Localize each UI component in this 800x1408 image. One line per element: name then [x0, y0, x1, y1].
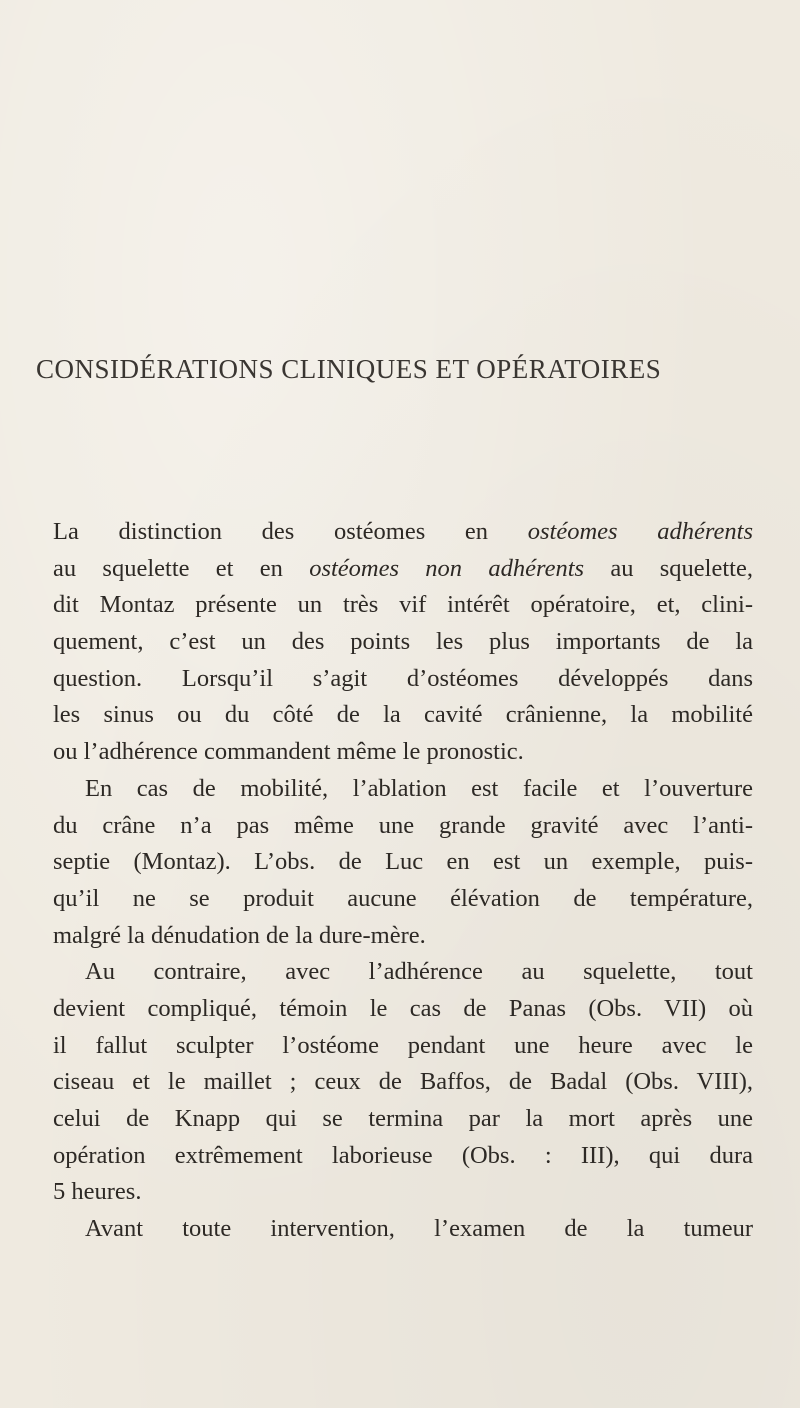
chapter-title: CONSIDÉRATIONS CLINIQUES ET OPÉRATOIRES	[36, 354, 662, 384]
text-segment: ciseau et le maillet ; ceux de Baffos, de Badal (Obs. VIII),	[53, 1068, 753, 1096]
text-segment: opération extrêmement laborieuse (Obs. : III), qui dura	[53, 1141, 753, 1169]
body-text	[53, 514, 753, 1248]
text-line	[53, 551, 753, 588]
text-segment: ou l’adhérence commandent même le pronostic.	[53, 738, 524, 766]
text-segment: Avant toute intervention, l’examen de la tumeur	[85, 1215, 753, 1243]
text-segment: septie (Montaz). L’obs. de Luc en est un exemple, puis-	[53, 848, 753, 876]
italic-term: ostéomes adhérents	[527, 518, 753, 545]
text-segment: La distinction des ostéomes en	[53, 518, 528, 545]
text-line	[53, 1028, 753, 1065]
text-segment: Au contraire, avec l’adhérence au squelette, tout	[85, 958, 753, 986]
text-segment: malgré la dénudation de la dure-mère.	[53, 921, 426, 949]
text-segment: du crâne n’a pas même une grande gravité avec l’anti-	[53, 811, 753, 839]
text-line	[53, 661, 753, 698]
text-segment: celui de Knapp qui se termina par la mort après une	[53, 1105, 753, 1132]
text-line	[53, 624, 753, 661]
text-line	[53, 808, 753, 845]
text-line	[53, 991, 753, 1028]
text-segment: il fallut sculpter l’ostéome pendant une heure avec le	[53, 1031, 753, 1059]
text-line	[53, 918, 753, 955]
text-segment: devient compliqué, témoin le cas de Panas (Obs. VII) où	[53, 994, 753, 1022]
text-line	[53, 881, 753, 918]
paragraph	[53, 771, 753, 954]
italic-term: ostéomes non adhérents	[309, 554, 585, 582]
text-segment: au squelette et en	[53, 554, 310, 582]
text-line	[53, 1101, 753, 1138]
text-segment: En cas de mobilité, l’ablation est facile et l’ouverture	[85, 774, 753, 802]
text-line	[53, 954, 753, 991]
text-line	[53, 587, 753, 624]
paragraph	[53, 514, 753, 771]
text-segment: dit Montaz présente un très vif intérêt opératoire, et, clini-	[53, 591, 753, 619]
text-segment: question. Lorsqu’il s’agit d’ostéomes développés dans	[53, 664, 753, 692]
text-line	[53, 734, 753, 771]
text-line	[53, 1211, 753, 1248]
text-line	[53, 1174, 753, 1211]
text-line	[53, 844, 753, 881]
text-line	[53, 1138, 753, 1175]
text-segment: les sinus ou du côté de la cavité crânienne, la mobilité	[53, 701, 753, 729]
text-segment: 5 heures.	[53, 1178, 142, 1206]
text-line	[53, 514, 753, 551]
paragraph	[53, 1211, 753, 1248]
text-line	[53, 1064, 753, 1101]
text-line	[53, 697, 753, 734]
text-segment: quement, c’est un des points les plus importants de la	[53, 628, 753, 656]
paragraph	[53, 954, 753, 1211]
text-segment: au squelette,	[584, 554, 753, 582]
text-line	[53, 771, 753, 808]
text-segment: qu’il ne se produit aucune élévation de température,	[53, 884, 753, 912]
